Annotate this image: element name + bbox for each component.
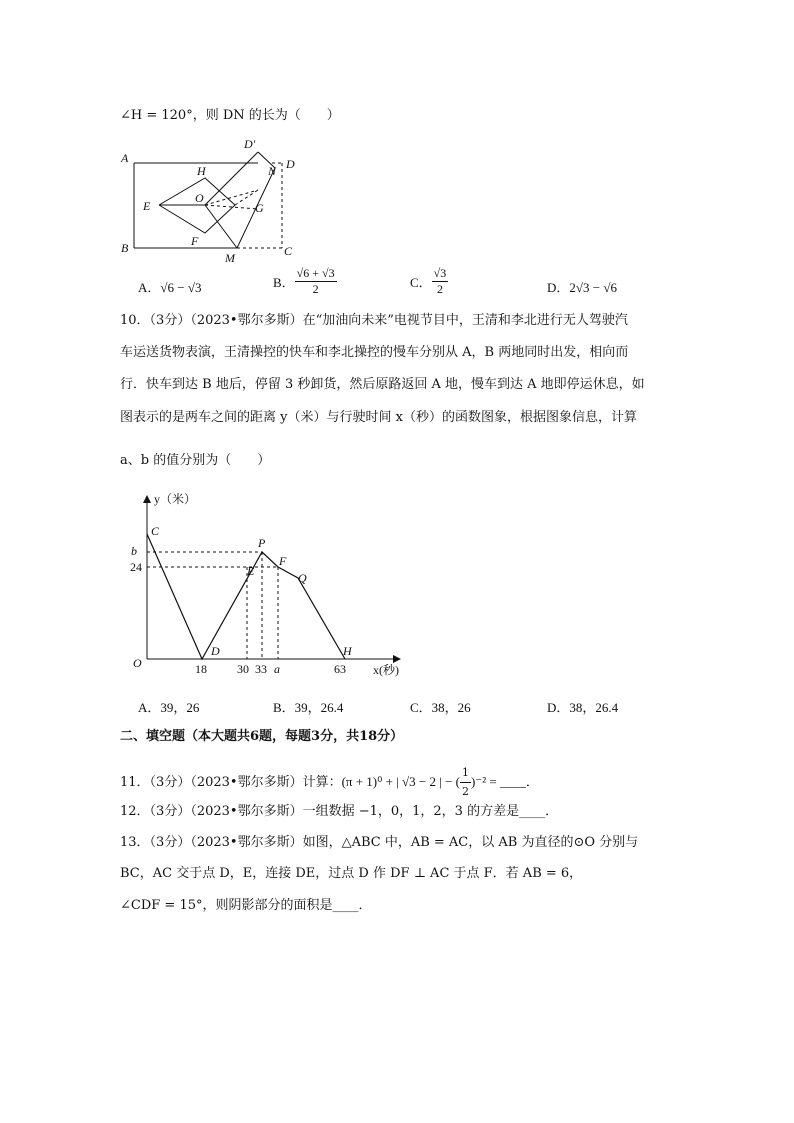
q9-option-a-value: √6 − √3 (160, 280, 202, 295)
x-tick-18: 18 (195, 662, 207, 676)
label-D-prime: D′ (244, 137, 256, 151)
q9-option-d[interactable]: D．2√3 − √6 (547, 280, 617, 295)
q13-line-2: BC，AC 交于点 D，E，连接 DE，过点 D 作 DF ⊥ AC 于点 F．若 AB = 6， (120, 866, 583, 881)
label-O: O (195, 191, 204, 205)
q9-option-b-fraction: $\frac{√6 + √3}{2}$ (296, 266, 335, 296)
q9-option-b[interactable]: B． $\frac{√6 + √3}{2}$ (273, 266, 335, 296)
section-heading-fill-in: 二、填空题（本大题共6题，每题3分，共18分） (120, 729, 404, 744)
point-label-D: D (211, 644, 220, 658)
point-label-Q: Q (298, 571, 307, 585)
q11-expression-a: (π + 1)⁰ + | √3 − 2 | − ( (341, 774, 461, 789)
x-tick-63: 63 (334, 662, 346, 676)
label-B: B (121, 241, 129, 255)
x-tick-a: a (274, 662, 280, 676)
q10-line-2: 车运送货物表演，王清操控的快车和李北操控的慢车分别从 A，B 两地同时出发，相向而 (120, 345, 629, 360)
origin-label: O (133, 656, 142, 670)
point-label-E: E (247, 564, 255, 578)
q9-option-a[interactable]: A．√6 − √3 (138, 280, 202, 295)
q11-fraction: $\frac{1}{2}$ (462, 766, 470, 798)
x-tick-33: 33 (255, 662, 267, 676)
q9-stem-tail: ∠H = 120°，则 DN 的长为（ ） (120, 108, 340, 123)
q9-option-c-fraction: $\frac{√3}{2}$ (433, 266, 447, 296)
q10-option-b[interactable]: B．39，26.4 (273, 700, 344, 715)
point-label-F: F (279, 554, 287, 568)
q13-line-1: 13．（3分）（2023•鄂尔多斯）如图，△ABC 中，AB = AC，以 AB 为直径的⊙O 分别与 (120, 835, 639, 850)
q10-line-5: a、b 的值分别为（ ） (120, 453, 271, 468)
y-axis-label: y（米） (154, 492, 197, 506)
y-tick-b: b (131, 544, 137, 558)
q9-geometry-figure (115, 135, 305, 265)
q9-option-c[interactable]: C． $\frac{√3}{2}$ (410, 266, 447, 296)
x-tick-30: 30 (237, 662, 249, 676)
x-axis-label: x(秒) (373, 663, 399, 677)
label-H: H (197, 164, 206, 178)
y-tick-24: 24 (130, 560, 142, 574)
q10-option-c[interactable]: C．38，26 (410, 700, 471, 715)
label-E: E (143, 199, 151, 213)
q10-line-1: 10．（3分）（2023•鄂尔多斯）在“加油向未来”电视节目中，王清和李北进行无人驾驶汽 (120, 313, 628, 328)
q10-option-a[interactable]: A．39，26 (138, 700, 200, 715)
label-F: F (191, 234, 199, 248)
q11-line: 11．（3分）（2023•鄂尔多斯）计算：(π + 1)⁰ + | √3 − 2 | − ( $\frac{1}{2}$ )⁻² = ____． (120, 764, 539, 801)
label-C: C (284, 244, 293, 258)
graph-polyline (147, 534, 345, 659)
q12-line: 12．（3分）（2023•鄂尔多斯）一组数据 −1，0，1，2，3 的方差是____． (120, 804, 559, 819)
q9-option-d-value: 2√3 − √6 (569, 280, 617, 295)
q10-function-graph (125, 485, 425, 680)
point-label-C: C (151, 524, 160, 538)
label-G: G (255, 201, 264, 215)
q11-expression-b: )⁻² = ____． (471, 774, 539, 789)
q10-option-d[interactable]: D．38，26.4 (547, 700, 619, 715)
point-label-H: H (343, 644, 352, 658)
label-A: A (121, 151, 129, 165)
point-label-P: P (258, 536, 266, 550)
label-M: M (225, 251, 235, 265)
label-D: D (286, 157, 295, 171)
label-N: N (268, 164, 277, 178)
q10-line-3: 行．快车到达 B 地后，停留 3 秒卸货，然后原路返回 A 地，慢车到达 A 地即停运休息，如 (120, 377, 645, 392)
q13-line-3: ∠CDF = 15°，则阴影部分的面积是____． (120, 898, 372, 913)
q10-line-4: 图表示的是两车之间的距离 y（米）与行驶时间 x（秒）的函数图象，根据图象信息，计算 (120, 410, 637, 425)
